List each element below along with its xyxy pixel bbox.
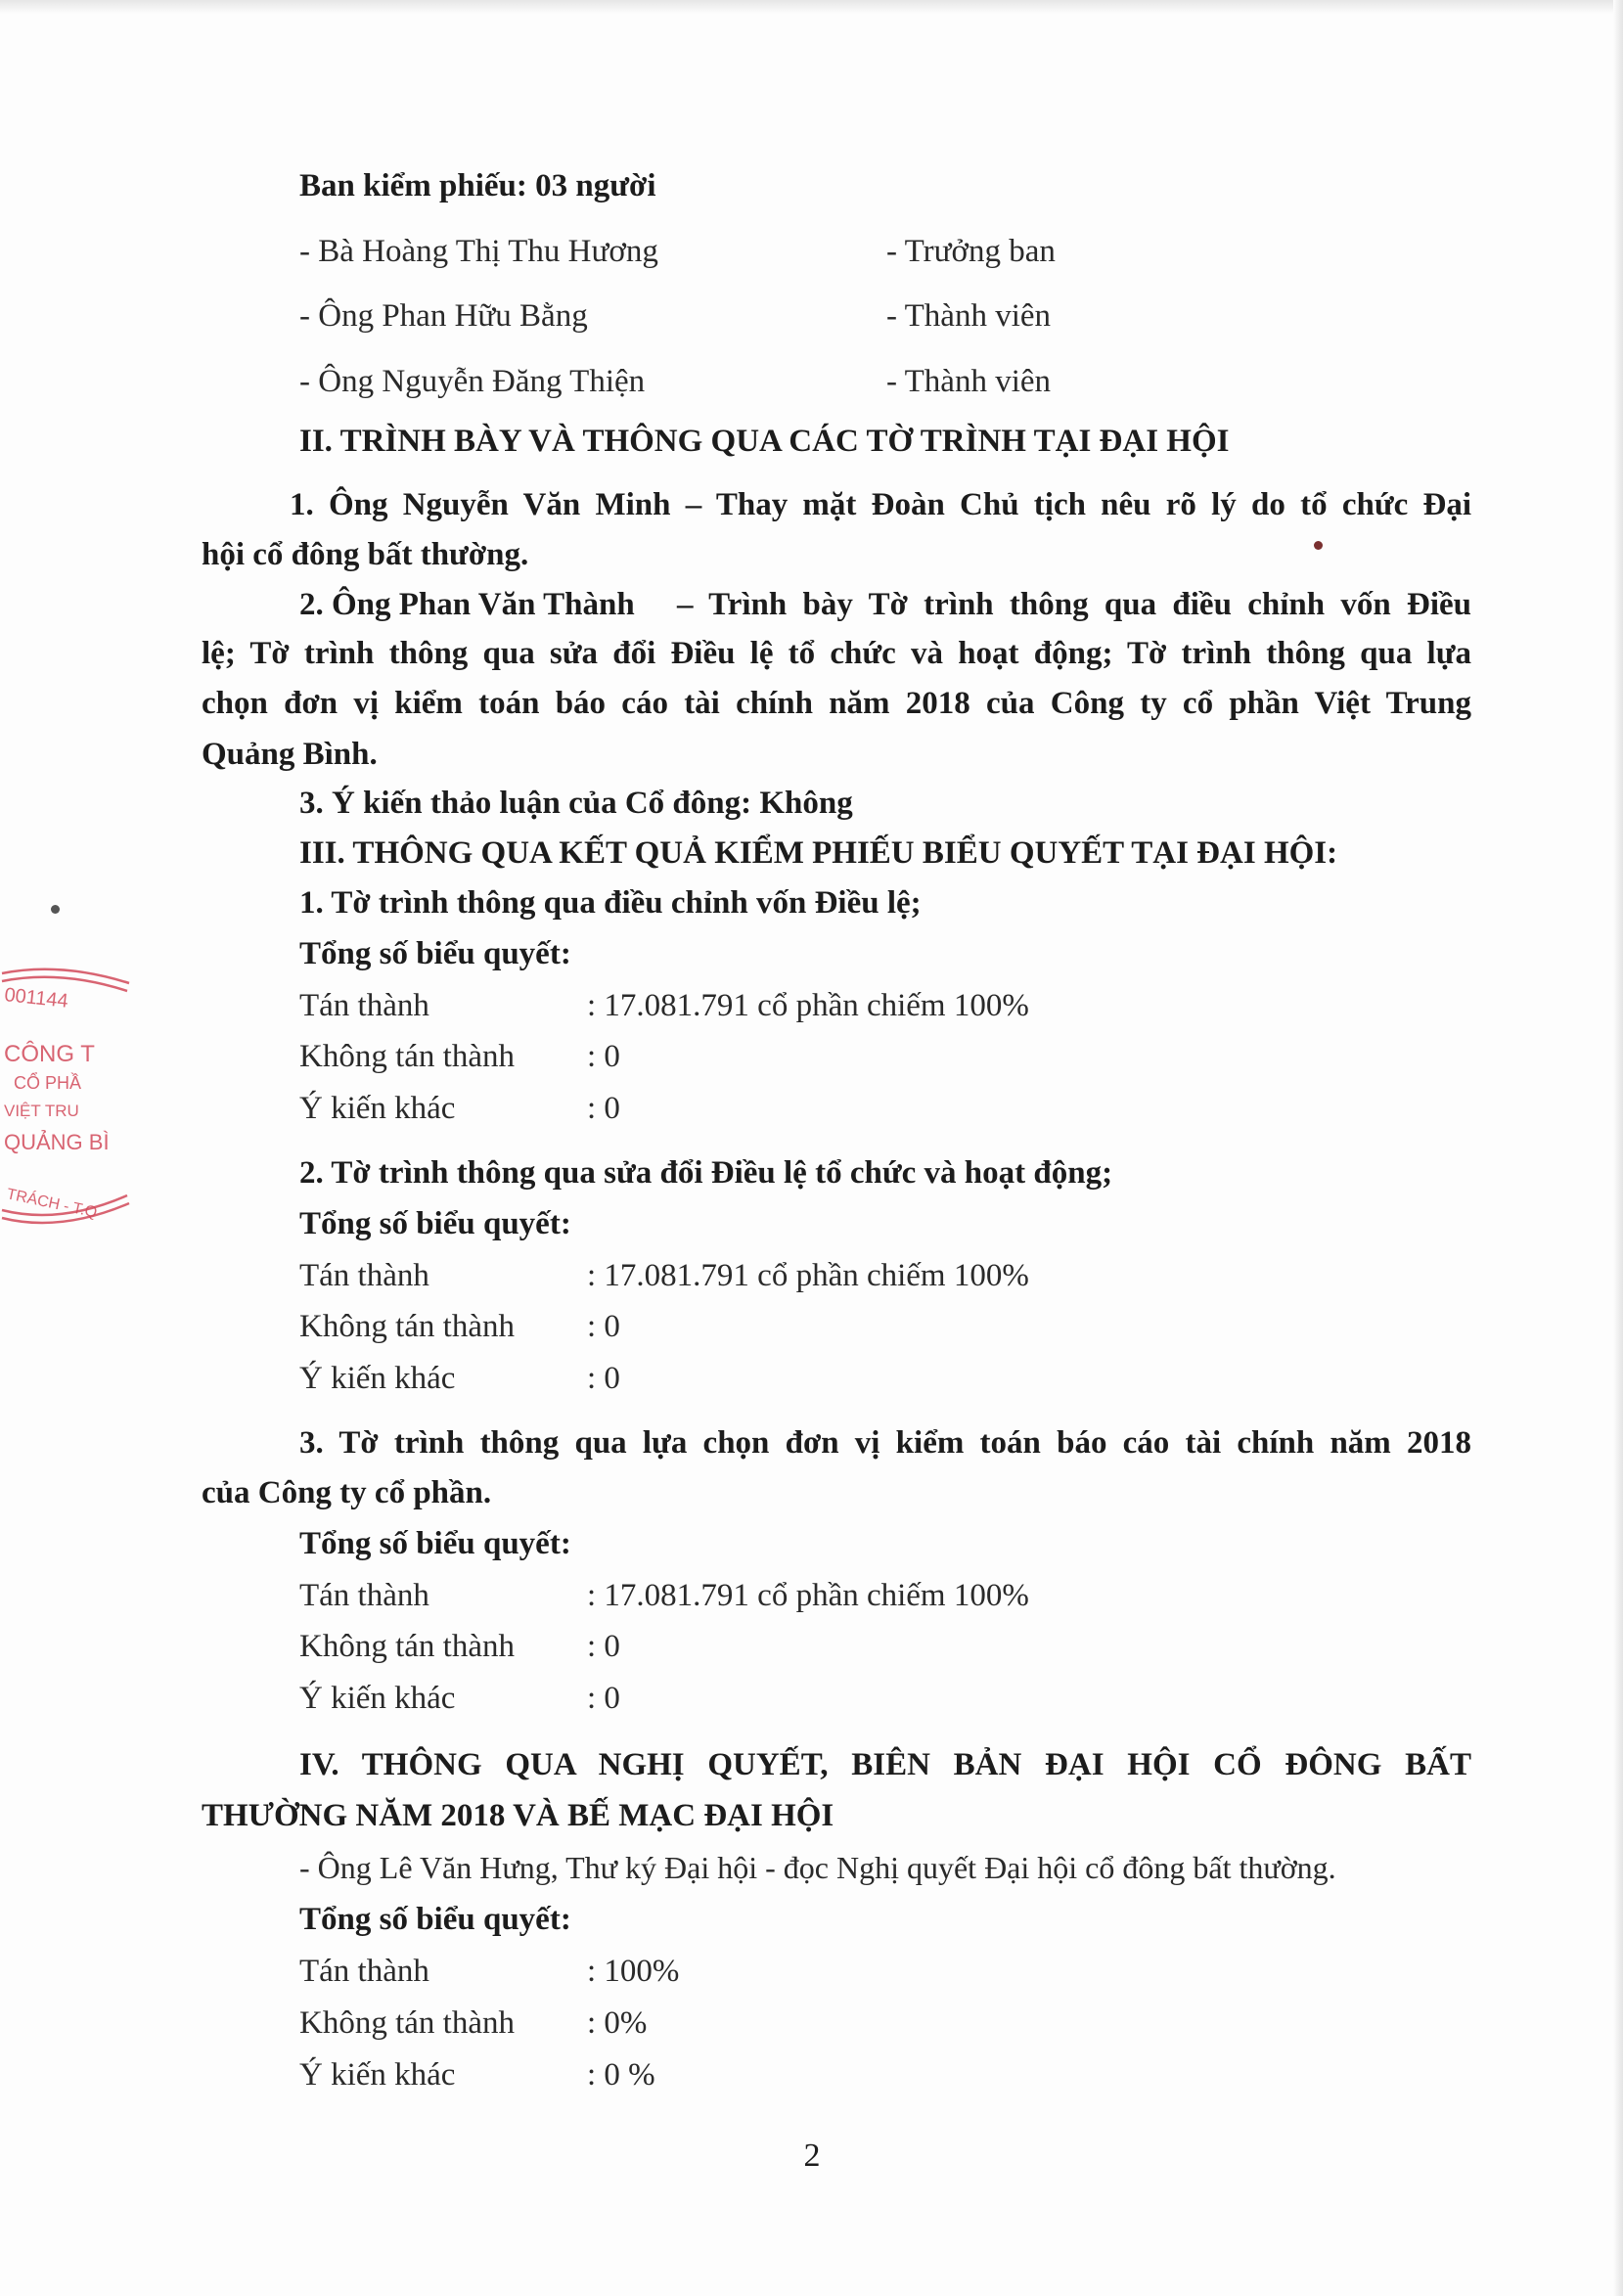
board-member-name: - Bà Hoàng Thị Thu Hương — [299, 234, 658, 269]
seal-text: TRÁCH - T.Q — [5, 1186, 99, 1222]
section-2-item-2-cont: chọn đơn vị kiểm toán báo cáo tài chính năm 2018 của Công ty cổ phần Việt Trung — [202, 686, 1471, 721]
section-2-item-3: 3. Ý kiến thảo luận của Cổ đông: Không — [299, 786, 853, 821]
vote-row-label: Không tán thành — [299, 2005, 515, 2041]
scan-edge-top — [0, 0, 1623, 14]
seal-text: VIỆT TRU — [4, 1102, 79, 1120]
vote-row-value: : 0 — [587, 1361, 620, 1396]
vote-row-value: : 17.081.791 cổ phần chiếm 100% — [587, 1258, 1029, 1293]
section-3-heading: III. THÔNG QUA KẾT QUẢ KIỂM PHIẾU BIỂU QUYẾT TẠI ĐẠI HỘI: — [299, 835, 1338, 871]
section-2-item-2-rest: – Trình bày Tờ trình thông qua điều chỉnh vốn Điều — [677, 587, 1471, 622]
company-seal — [0, 954, 139, 1247]
scan-speck — [51, 905, 60, 914]
section-2-heading: II. TRÌNH BÀY VÀ THÔNG QUA CÁC TỜ TRÌNH TẠI ĐẠI HỘI — [299, 424, 1230, 459]
vote-row-value: : 0 — [587, 1039, 620, 1074]
board-member-role: - Thành viên — [886, 364, 1052, 399]
vote-2-title: 2. Tờ trình thông qua sửa đổi Điều lệ tổ chức và hoạt động; — [299, 1155, 1113, 1191]
vote-row-value: : 0 — [587, 1681, 620, 1716]
vote-3-title: 3. Tờ trình thông qua lựa chọn đơn vị kiểm toán báo cáo tài chính năm 2018 — [299, 1425, 1471, 1461]
seal-text: CỔ PHẦ — [14, 1073, 82, 1093]
vote-row-label: Ý kiến khác — [299, 1361, 456, 1396]
scan-speck — [1314, 541, 1323, 550]
section-2-item-1-cont: hội cổ đông bất thường. — [202, 537, 529, 572]
seal-text: CÔNG T — [4, 1041, 95, 1067]
vote-1-total-label: Tổng số biểu quyết: — [299, 936, 571, 971]
seal-text: 001144 — [3, 984, 69, 1013]
vote-row-label: Tán thành — [299, 988, 429, 1023]
vote-1-title: 1. Tờ trình thông qua điều chỉnh vốn Điều lệ; — [299, 885, 922, 921]
vote-row-label: Không tán thành — [299, 1309, 515, 1344]
section-2-item-2-cont: Quảng Bình. — [202, 737, 378, 772]
vote-row-value: : 17.081.791 cổ phần chiếm 100% — [587, 988, 1029, 1023]
resolution-reading: - Ông Lê Văn Hưng, Thư ký Đại hội - đọc Nghị quyết Đại hội cổ đông bất thường. — [299, 1850, 1336, 1885]
section-2-item-1: 1. Ông Nguyễn Văn Minh – Thay mặt Đoàn Chủ tịch nêu rõ lý do tổ chức Đại — [290, 487, 1471, 522]
vote-row-value: : 0 — [587, 1091, 620, 1126]
board-member-name: - Ông Nguyễn Đăng Thiện — [299, 364, 646, 399]
vote-row-label: Tán thành — [299, 1578, 429, 1613]
vote-2-total-label: Tổng số biểu quyết: — [299, 1206, 571, 1241]
vote-row-value: : 0 — [587, 1309, 620, 1344]
page-number: 2 — [803, 2138, 821, 2174]
vote-row-label: Ý kiến khác — [299, 1091, 456, 1126]
seal-text: QUẢNG BÌ — [4, 1130, 110, 1154]
board-member-role: - Thành viên — [886, 298, 1052, 334]
section-4-heading-cont: THƯỜNG NĂM 2018 VÀ BẾ MẠC ĐẠI HỘI — [202, 1798, 834, 1833]
vote-row-value: : 0 % — [587, 2057, 655, 2093]
vote-row-value: : 0 — [587, 1629, 620, 1664]
vote-row-label: Tán thành — [299, 1258, 429, 1293]
section-2-item-2-cont: lệ; Tờ trình thông qua sửa đổi Điều lệ tổ chức và hoạt động; Tờ trình thông qua lựa — [202, 636, 1471, 671]
board-member-name: - Ông Phan Hữu Bằng — [299, 298, 588, 334]
vote-row-label: Không tán thành — [299, 1039, 515, 1074]
presenter-name: 2. Ông Phan Văn Thành — [299, 587, 635, 622]
vote-row-label: Ý kiến khác — [299, 2057, 456, 2093]
vote-row-value: : 100% — [587, 1954, 680, 1989]
vote-row-label: Không tán thành — [299, 1629, 515, 1664]
section-2-item-2 — [299, 585, 635, 624]
vote-3-title-cont: của Công ty cổ phần. — [202, 1475, 492, 1510]
vote-row-label: Ý kiến khác — [299, 1681, 456, 1716]
vote-counting-board-title: Ban kiểm phiếu: 03 người — [299, 168, 656, 203]
vote-row-label: Tán thành — [299, 1954, 429, 1989]
board-member-role: - Trưởng ban — [886, 234, 1056, 269]
section-4-heading: IV. THÔNG QUA NGHỊ QUYẾT, BIÊN BẢN ĐẠI HỘI CỔ ĐÔNG BẤT — [299, 1747, 1471, 1782]
vote-3-total-label: Tổng số biểu quyết: — [299, 1526, 571, 1561]
scan-edge-right — [1613, 0, 1623, 2296]
vote-row-value: : 0% — [587, 2005, 648, 2041]
section-4-total-label: Tổng số biểu quyết: — [299, 1902, 571, 1937]
vote-row-value: : 17.081.791 cổ phần chiếm 100% — [587, 1578, 1029, 1613]
